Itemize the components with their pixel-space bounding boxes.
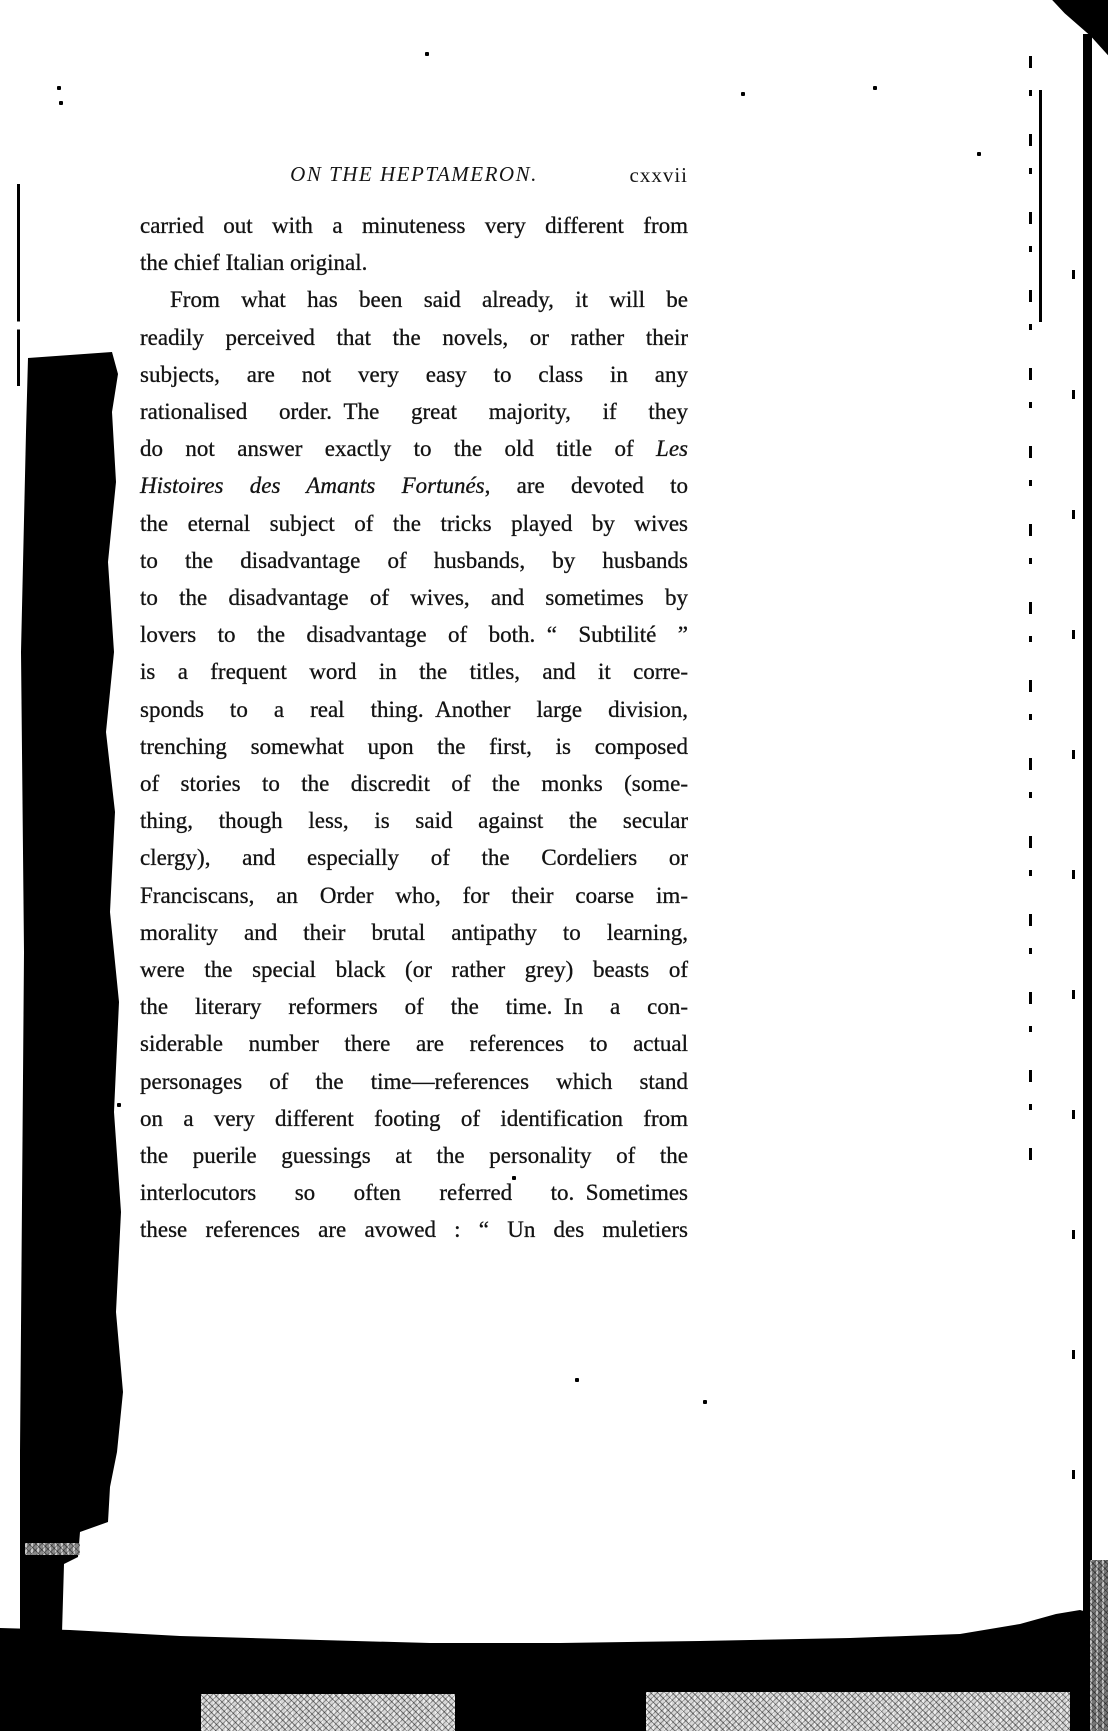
body-text-segment: , are devoted to — [484, 473, 688, 499]
page-number: cxxvii — [629, 163, 688, 187]
body-text-segment: interlocutors so often referred to. Sometimes — [140, 1180, 688, 1206]
body-text-segment: readily perceived that the novels, or rather their — [140, 324, 688, 350]
body-line — [140, 207, 688, 244]
scan-speck-artifact — [59, 101, 63, 105]
running-title: ON THE HEPTAMERON. — [290, 162, 538, 186]
body-line — [140, 802, 688, 839]
body-line — [140, 1063, 688, 1100]
body-text-segment: Histoires des Amants Fortunés — [140, 473, 485, 499]
scan-bottom-dither-strip-right — [646, 1692, 1070, 1731]
body-line — [140, 430, 688, 467]
scan-left-band-dither-notch — [25, 1543, 80, 1555]
page-body — [140, 207, 688, 1249]
body-line — [140, 616, 688, 653]
page-header — [140, 162, 688, 194]
body-line — [140, 244, 688, 281]
body-text-segment: trenching somewhat upon the first, is composed — [140, 733, 688, 759]
scan-left-edge-line-artifact — [17, 184, 20, 386]
body-line — [140, 877, 688, 914]
body-text-segment: the eternal subject of the tricks played by wives — [140, 510, 688, 536]
scan-speck-artifact — [512, 1176, 516, 1180]
body-text-segment: carried out with a minuteness very different from — [140, 213, 688, 238]
scan-speck-artifact — [703, 1400, 707, 1404]
body-text-segment: rationalised order. The great majority, if they — [140, 399, 688, 425]
body-line — [140, 839, 688, 876]
body-line — [140, 393, 688, 430]
body-text-segment: sponds to a real thing. Another large division, — [140, 696, 688, 722]
scan-bottom-right-dither-artifact — [1090, 1560, 1108, 1731]
body-text-segment: on a very different footing of identification from — [140, 1105, 688, 1131]
scan-speck-artifact — [873, 86, 877, 90]
body-text-segment: siderable number there are references to actual — [140, 1031, 688, 1057]
scan-right-edge-bar-artifact — [1083, 34, 1092, 1731]
scan-left-ink-band-artifact — [20, 352, 128, 1633]
scan-speck-artifact — [117, 1103, 121, 1107]
body-line — [140, 765, 688, 802]
body-text-segment: subjects, are not very easy to class in any — [140, 361, 688, 387]
scan-right-solid-line-artifact — [1039, 90, 1042, 322]
scan-right-sparse-dashes-artifact — [1072, 270, 1075, 1530]
body-text-segment: the chief Italian original. — [140, 250, 368, 276]
body-line — [140, 1211, 688, 1248]
body-line — [140, 467, 688, 504]
body-text-segment: were the special black (or rather grey) beasts of — [140, 957, 688, 983]
body-text-segment: thing, though less, is said against the secular — [140, 808, 688, 834]
body-line — [140, 319, 688, 356]
body-line — [140, 951, 688, 988]
body-line — [140, 728, 688, 765]
scan-bottom-dither-strip-left — [201, 1694, 455, 1731]
body-line — [140, 1100, 688, 1137]
body-line — [140, 1137, 688, 1174]
body-line — [140, 1025, 688, 1062]
body-text-segment: Franciscans, an Order who, for their coarse im- — [140, 882, 688, 908]
body-line — [140, 542, 688, 579]
scan-speck-artifact — [57, 86, 61, 90]
body-line — [140, 356, 688, 393]
body-line — [140, 505, 688, 542]
scan-speck-artifact — [575, 1378, 579, 1382]
body-text-segment: do not answer exactly to the old title of — [140, 436, 657, 462]
body-line — [140, 281, 688, 318]
body-text-segment: Les — [656, 436, 688, 462]
body-text-segment: of stories to the discredit of the monks (some- — [140, 771, 688, 797]
body-text-segment: the literary reformers of the time. In a con- — [140, 994, 688, 1020]
body-line — [140, 988, 688, 1025]
body-text-segment: lovers to the disadvantage of both. “ Subtilité ” — [140, 622, 688, 648]
body-text-segment: From what has been said already, it will be — [170, 287, 688, 313]
scan-speck-artifact — [977, 152, 981, 156]
body-text-segment: to the disadvantage of wives, and sometimes by — [140, 585, 688, 611]
body-line — [140, 1174, 688, 1211]
body-text-segment: the puerile guessings at the personality of the — [140, 1143, 688, 1169]
body-text-segment: clergy), and especially of the Cordeliers or — [140, 845, 688, 871]
body-text-segment: personages of the time—references which stand — [140, 1068, 688, 1094]
scan-speck-artifact — [741, 92, 745, 96]
body-line — [140, 914, 688, 951]
body-line — [140, 579, 688, 616]
body-line — [140, 653, 688, 690]
scan-right-dashed-line-artifact — [1029, 56, 1032, 1166]
body-text-segment: is a frequent word in the titles, and it corre- — [140, 659, 688, 685]
body-line — [140, 691, 688, 728]
body-text-segment: morality and their brutal antipathy to learning, — [140, 919, 688, 945]
body-text-segment: to the disadvantage of husbands, by husbands — [140, 547, 688, 573]
scan-corner-triangle-artifact — [1046, 0, 1108, 60]
scan-speck-artifact — [425, 52, 429, 56]
body-text-segment: these references are avowed : “ Un des muletiers — [140, 1217, 688, 1243]
